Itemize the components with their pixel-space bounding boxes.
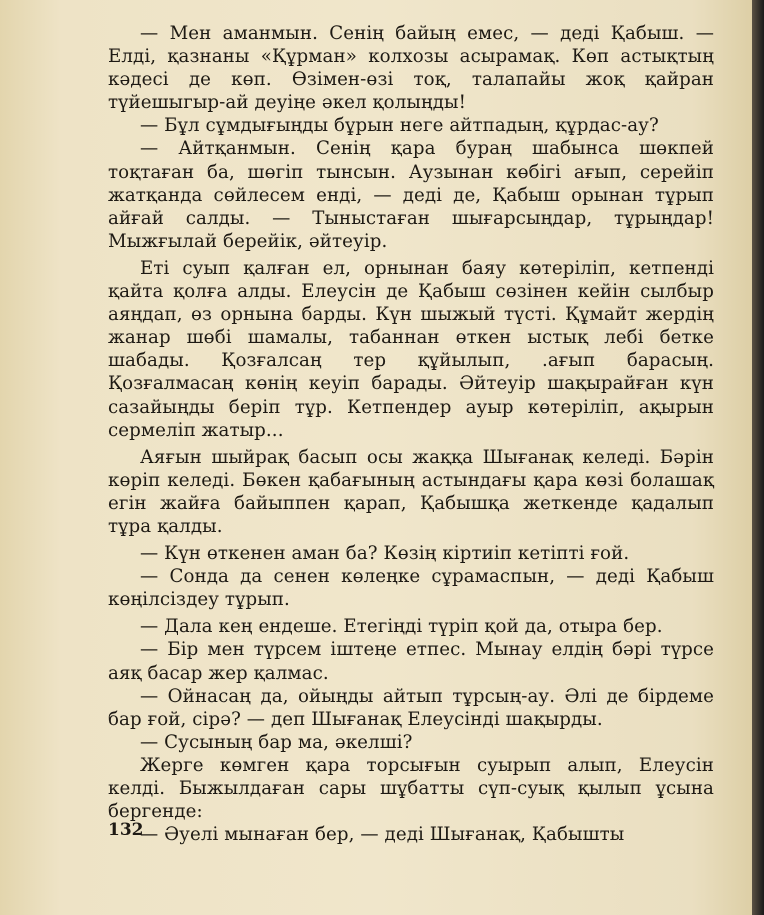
paragraph: — Айтқанмын. Сенің қара бураң шабынса шөкпей тоқтаған ба, шөгіп тынсын. Аузынан көбігі ағып, серейіп жатқанда сөйлесем енді, — деді де, Қабыш орынан тұрып айғай салды. — Тыныстаған шығарсыңдар, тұрыңдар! Мыжғылай берейік, әйтеуір. — [108, 138, 714, 252]
page-edge-shadow — [752, 0, 764, 915]
paragraph: — Бір мен түрсем іштеңе етпес. Мынау елдің бәрі түрсе аяқ басар жер қалмас. — [108, 639, 714, 684]
paragraph: — Әуелі мынаған бер, — деді Шығанақ, Қабышты — [140, 824, 625, 846]
paragraph: — Сонда да сенен көлеңке сұрамаспын, — деді Қабыш көңілсіздеу тұрып. — [108, 566, 714, 611]
body-text — [108, 22, 714, 846]
paragraph: Аяғын шыйрақ басып осы жаққа Шығанақ келеді. Бәрін көріп келеді. Бөкен қабағының астындағы қара көзі болашақ егін жайға байыппен қарап, Қабышқа жеткенде қадалып тұра қалды. — [108, 446, 714, 537]
paragraph: Жерге көмген қара торсығын суырып алып, Елеусін келді. Быжылдаған сары шұбатты сүп-суық қылып ұсына бергенде: — [108, 754, 714, 823]
paragraph: — Дала кең ендеше. Етегіңді түріп қой да, отыра бер. — [140, 616, 663, 638]
paragraph: — Сусының бар ма, әкелші? — [140, 731, 413, 753]
paragraph: — Бұл сұмдығыңды бұрын неге айтпадың, құрдас-ау? — [140, 115, 659, 137]
page-number: 132 — [108, 820, 144, 840]
paragraph: — Мен аманмын. Сенің байың емес, — деді Қабыш. — Елді, қазнаны «Құрман» колхозы асырамақ. Көп астықтың кәдесі де көп. Өзімен-өзі тоқ, талапайы жоқ қайран түйешыгыр-ай деуіңе әкел қолыңды! — [108, 23, 714, 114]
paragraph: — Күн өткенен аман ба? Көзің кіртиіп кетіпті ғой. — [140, 543, 630, 565]
paragraph: — Ойнасаң да, ойыңды айтып тұрсың-ау. Әлі де бірдеме бар ғой, сірә? — деп Шығанақ Елеусінді шақырды. — [108, 685, 714, 730]
paragraph: Еті суып қалған ел, орнынан баяу көтеріліп, кетпенді қайта қолға алды. Елеусін де Қабыш сөзінен кейін сылбыр аяңдап, өз орнына барды. Күн шыжый түсті. Құмайт жердің жанар шөбі шамалы, табаннан өткен ыстық лебі бетке шабады. Қозғалсаң тер құйылып, .ағып барасың. Қозғалмасаң көнің кеуіп барады. Әйтеуір шақырайған күн сазайыңды беріп тұр. Кетпендер ауыр көтеріліп, ақырын сермеліп жатыр... — [108, 257, 714, 441]
